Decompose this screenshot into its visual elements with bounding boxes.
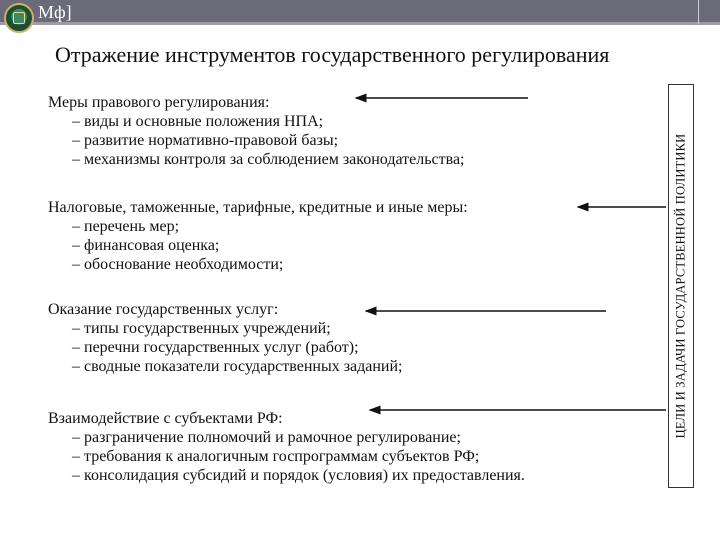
section-heading: Меры правового регулирования: (48, 94, 270, 111)
list-item: – развитие нормативно-правовой базы; (72, 132, 339, 149)
list-item: – типы государственных учреждений; (72, 320, 331, 337)
slide-title: Отражение инструментов государственного регулирования (55, 42, 610, 67)
list-item: – финансовая оценка; (72, 237, 220, 254)
list-item: – обоснование необходимости; (72, 256, 284, 273)
list-item: – сводные показатели государственных заданий; (72, 358, 403, 375)
section-heading: Налоговые, таможенные, тарифные, кредитные и иные меры: (48, 199, 468, 216)
list-item: – консолидация субсидий и порядок (условия) их предоставления. (72, 467, 525, 484)
list-item: – требования к аналогичным госпрограммам субъектов РФ; (72, 448, 480, 465)
list-item: – перечни государственных услуг (работ); (72, 339, 359, 356)
section-heading: Оказание государственных услуг: (48, 301, 279, 318)
section-heading: Взаимодействие с субъектами РФ: (48, 410, 283, 427)
side-label-text: ЦЕЛИ И ЗАДАЧИ ГОСУДАРСТВЕННОЙ ПОЛИТИКИ (673, 133, 688, 439)
brand-text: Мф] (38, 2, 72, 22)
list-item: – механизмы контроля за соблюдением законодательства; (72, 151, 465, 168)
list-item: – перечень мер; (72, 218, 180, 235)
list-item: – разграничение полномочий и рамочное регулирование; (72, 429, 461, 446)
list-item: – виды и основные положения НПА; (72, 113, 324, 130)
